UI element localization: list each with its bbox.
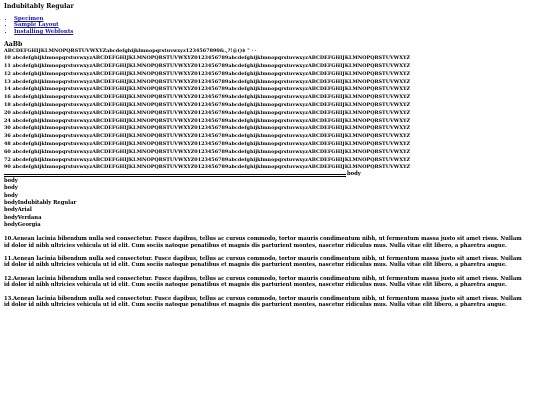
size-row bbox=[4, 71, 536, 79]
face-list-item: body bbox=[4, 178, 18, 185]
rule-row bbox=[4, 172, 536, 178]
size-row bbox=[4, 141, 536, 149]
size-sample: abcdefghijklmnopqrstuvwxyzABCDEFGHIJKLMNOPQRSTUVWXYZ0123456789abcdefghijklmnopqrstuvwxyzABCDEFGHIJKLMNOPQRSTUVWXYZ bbox=[12, 55, 411, 62]
size-label: 30 bbox=[4, 125, 11, 132]
face-list-item: bodyVerdana bbox=[4, 214, 42, 221]
size-label: 60 bbox=[4, 148, 11, 155]
size-sample: abcdefghijklmnopqrstuvwxyzABCDEFGHIJKLMNOPQRSTUVWXYZ0123456789abcdefghijklmnopqrstuvwxyzABCDEFGHIJKLMNOPQRSTUVWXYZ bbox=[12, 70, 411, 77]
size-sample: abcdefghijklmnopqrstuvwxyzABCDEFGHIJKLMNOPQRSTUVWXYZ0123456789abcdefghijklmnopqrstuvwxyzABCDEFGHIJKLMNOPQRSTUVWXYZ bbox=[12, 148, 411, 155]
size-sample: abcdefghijklmnopqrstuvwxyzABCDEFGHIJKLMNOPQRSTUVWXYZ0123456789abcdefghijklmnopqrstuvwxyzABCDEFGHIJKLMNOPQRSTUVWXYZ bbox=[12, 156, 411, 163]
thin-rule bbox=[4, 176, 346, 177]
size-row bbox=[4, 63, 536, 71]
size-label: 48 bbox=[4, 140, 11, 147]
size-sample: abcdefghijklmnopqrstuvwxyzABCDEFGHIJKLMNOPQRSTUVWXYZ0123456789abcdefghijklmnopqrstuvwxyzABCDEFGHIJKLMNOPQRSTUVWXYZ bbox=[12, 125, 411, 132]
size-label: 90 bbox=[4, 164, 11, 171]
size-sample: abcdefghijklmnopqrstuvwxyzABCDEFGHIJKLMNOPQRSTUVWXYZ0123456789abcdefghijklmnopqrstuvwxyzABCDEFGHIJKLMNOPQRSTUVWXYZ bbox=[12, 133, 411, 140]
rule-label: body bbox=[347, 171, 361, 178]
face-comparison-list bbox=[4, 178, 536, 229]
nav-link-specimen[interactable]: Specimen bbox=[14, 16, 44, 22]
aabb-sample: AaBb bbox=[4, 41, 23, 49]
size-sample: abcdefghijklmnopqrstuvwxyzABCDEFGHIJKLMNOPQRSTUVWXYZ0123456789abcdefghijklmnopqrstuvwxyzABCDEFGHIJKLMNOPQRSTUVWXYZ bbox=[12, 117, 411, 124]
sample-paragraph: 10.Aenean lacinia bibendum nulla sed consectetur. Fusce dapibus, tellus ac cursus commodo, tortor mauris condimentum nibh, ut fermentum massa justo sit amet risus. Nullam id dolor id nibh ultricies vehicula ut id elit. Cum sociis natoque penatibus et magnis dis parturient montes, nascetur ridiculus mus. Nulla vitae elit libero, a pharetra augue. bbox=[4, 236, 522, 249]
sample-paragraph: 11.Aenean lacinia bibendum nulla sed consectetur. Fusce dapibus, tellus ac cursus commodo, tortor mauris condimentum nibh, ut fermentum massa justo sit amet risus. Nullam id dolor id nibh ultricies vehicula ut id elit. Cum sociis natoque penatibus et magnis dis parturient montes, nascetur ridiculus mus. Nulla vitae elit libero, a pharetra augue. bbox=[4, 256, 522, 269]
sample-paragraph: 13.Aenean lacinia bibendum nulla sed consectetur. Fusce dapibus, tellus ac cursus commodo, tortor mauris condimentum nibh, ut fermentum massa justo sit amet risus. Nullam id dolor id nibh ultricies vehicula ut id elit. Cum sociis natoque penatibus et magnis dis parturient montes, nascetur ridiculus mus. Nulla vitae elit libero, a pharetra augue. bbox=[4, 295, 522, 309]
size-sample: abcdefghijklmnopqrstuvwxyzABCDEFGHIJKLMNOPQRSTUVWXYZ0123456789abcdefghijklmnopqrstuvwxyzABCDEFGHIJKLMNOPQRSTUVWXYZ bbox=[12, 164, 411, 171]
size-waterfall bbox=[4, 55, 536, 172]
size-label: 20 bbox=[4, 109, 11, 116]
face-list-item: bodyIndubitably Regular bbox=[4, 200, 77, 207]
size-row bbox=[4, 86, 536, 94]
size-row bbox=[4, 102, 536, 110]
size-label: 72 bbox=[4, 156, 11, 163]
size-label: 24 bbox=[4, 117, 11, 124]
size-label: 14 bbox=[4, 86, 11, 93]
size-row bbox=[4, 133, 536, 141]
size-label: 13 bbox=[4, 78, 11, 85]
face-list-item: body bbox=[4, 185, 18, 192]
size-sample: abcdefghijklmnopqrstuvwxyzABCDEFGHIJKLMNOPQRSTUVWXYZ0123456789abcdefghijklmnopqrstuvwxyzABCDEFGHIJKLMNOPQRSTUVWXYZ bbox=[12, 109, 411, 116]
size-label: 16 bbox=[4, 94, 11, 101]
size-row bbox=[4, 164, 536, 172]
size-sample: abcdefghijklmnopqrstuvwxyzABCDEFGHIJKLMNOPQRSTUVWXYZ0123456789abcdefghijklmnopqrstuvwxyzABCDEFGHIJKLMNOPQRSTUVWXYZ bbox=[12, 102, 411, 108]
face-list-item: body bbox=[4, 192, 18, 199]
size-row bbox=[4, 125, 536, 133]
size-sample: abcdefghijklmnopqrstuvwxyzABCDEFGHIJKLMNOPQRSTUVWXYZ0123456789abcdefghijklmnopqrstuvwxyzABCDEFGHIJKLMNOPQRSTUVWXYZ bbox=[12, 63, 411, 70]
size-sample: abcdefghijklmnopqrstuvwxyzABCDEFGHIJKLMNOPQRSTUVWXYZ0123456789abcdefghijklmnopqrstuvwxyzABCDEFGHIJKLMNOPQRSTUVWXYZ bbox=[12, 94, 411, 101]
size-row bbox=[4, 149, 536, 157]
size-sample: abcdefghijklmnopqrstuvwxyzABCDEFGHIJKLMNOPQRSTUVWXYZ0123456789abcdefghijklmnopqrstuvwxyzABCDEFGHIJKLMNOPQRSTUVWXYZ bbox=[12, 140, 411, 147]
size-label: 36 bbox=[4, 133, 11, 140]
size-label: 18 bbox=[4, 102, 11, 108]
nav-item-installing-webfonts bbox=[14, 29, 536, 35]
face-list-item: bodyArial bbox=[4, 207, 32, 214]
size-row bbox=[4, 110, 536, 118]
thick-rule bbox=[4, 174, 346, 175]
size-row bbox=[4, 157, 536, 165]
size-label: 10 bbox=[4, 55, 11, 62]
size-row bbox=[4, 79, 536, 87]
size-row bbox=[4, 94, 536, 102]
nav-link-installing-webfonts[interactable]: Installing Webfonts bbox=[14, 28, 74, 35]
size-row bbox=[4, 118, 536, 126]
sample-paragraph: 12.Aenean lacinia bibendum nulla sed consectetur. Fusce dapibus, tellus ac cursus commodo, tortor mauris condimentum nibh, ut fermentum massa justo sit amet risus. Nullam id dolor id nibh ultricies vehicula ut id elit. Cum sociis natoque penatibus et magnis dis parturient montes, nascetur ridiculus mus. Nulla vitae elit libero, a pharetra augue. bbox=[4, 275, 522, 289]
size-sample: abcdefghijklmnopqrstuvwxyzABCDEFGHIJKLMNOPQRSTUVWXYZ0123456789abcdefghijklmnopqrstuvwxyzABCDEFGHIJKLMNOPQRSTUVWXYZ bbox=[12, 86, 411, 93]
size-label: 11 bbox=[4, 63, 11, 70]
size-sample: abcdefghijklmnopqrstuvwxyzABCDEFGHIJKLMNOPQRSTUVWXYZ0123456789abcdefghijklmnopqrstuvwxyzABCDEFGHIJKLMNOPQRSTUVWXYZ bbox=[12, 78, 411, 85]
size-row bbox=[4, 55, 536, 63]
page-title: Indubitably Regular bbox=[4, 3, 74, 10]
size-label: 12 bbox=[4, 70, 11, 77]
face-list-item: bodyGeorgia bbox=[4, 221, 41, 228]
nav-link-sample-layout[interactable]: Sample Layout bbox=[14, 22, 59, 29]
specimen-page bbox=[4, 3, 536, 309]
section-nav bbox=[4, 16, 536, 35]
character-set: ABCDEFGHIJKLMNOPQRSTUVWXYZabcdefghijklmnopqrstuvwxyz1234567890&.,?!@()$ " · · bbox=[4, 48, 257, 55]
